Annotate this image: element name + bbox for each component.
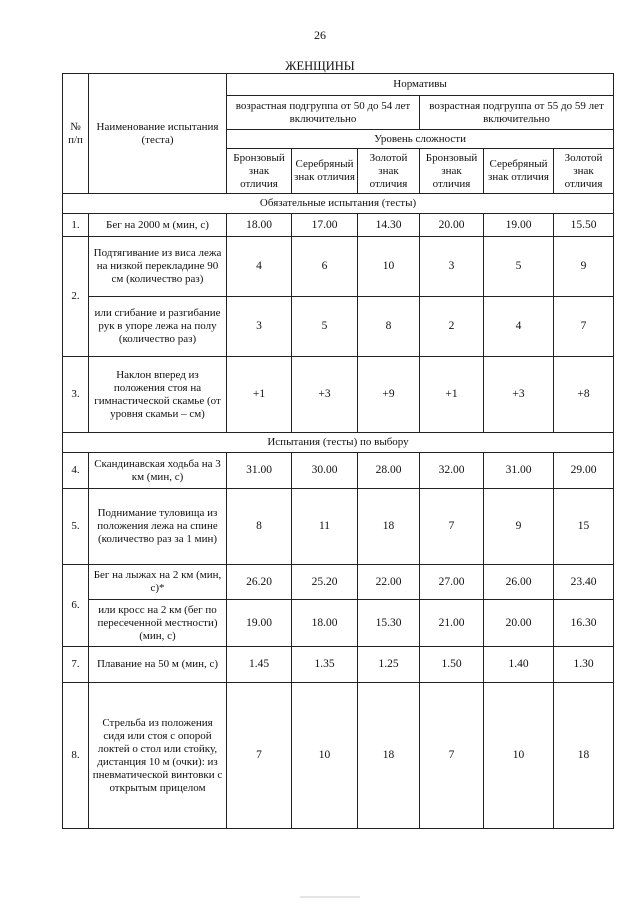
row-value: 25.20 (292, 565, 358, 600)
row-value: 18 (358, 683, 420, 829)
row-value: 14.30 (358, 214, 420, 237)
row-value: 9 (554, 237, 614, 297)
row-value: 17.00 (292, 214, 358, 237)
row-value: 8 (358, 297, 420, 357)
row-name: Бег на лыжах на 2 км (мин, с)* (89, 565, 227, 600)
row-value: 29.00 (554, 453, 614, 489)
row-value: 30.00 (292, 453, 358, 489)
header-badge-gold: Золотой знак отличия (554, 149, 614, 194)
scan-artifact (300, 896, 360, 898)
row-value: +9 (358, 357, 420, 433)
row-value: +1 (227, 357, 292, 433)
row-value: 21.00 (420, 600, 484, 647)
row-value: 1.35 (292, 647, 358, 683)
table-row (63, 237, 614, 297)
row-name: Плавание на 50 м (мин, с) (89, 647, 227, 683)
header-badge-gold: Золотой знак отличия (358, 149, 420, 194)
row-name: Подтягивание из виса лежа на низкой перекладине 90 см (количество раз) (89, 237, 227, 297)
row-value: 18.00 (292, 600, 358, 647)
header-badge-silver: Серебряный знак отличия (292, 149, 358, 194)
table-row (63, 565, 614, 600)
row-value: 8 (227, 489, 292, 565)
row-value: 1.45 (227, 647, 292, 683)
row-value: 20.00 (484, 600, 554, 647)
row-name: Стрельба из положения сидя или стоя с опорой локтей о стол или стойку, дистанция 10 м (очки): из пневматической винтовки с открытым прицелом (89, 683, 227, 829)
header-badge-bronze: Бронзовый знак отличия (420, 149, 484, 194)
row-value: +3 (484, 357, 554, 433)
header-level: Уровень сложности (227, 130, 614, 149)
row-num: 6. (63, 565, 89, 647)
row-value: 3 (420, 237, 484, 297)
header-norms: Нормативы (227, 74, 614, 96)
page-title: ЖЕНЩИНЫ (285, 59, 355, 73)
row-value: 18.00 (227, 214, 292, 237)
row-value: 22.00 (358, 565, 420, 600)
row-num: 4. (63, 453, 89, 489)
section-mandatory: Обязательные испытания (тесты) (63, 194, 614, 214)
row-value: 2 (420, 297, 484, 357)
row-value: 32.00 (420, 453, 484, 489)
row-value: 15 (554, 489, 614, 565)
row-name: Наклон вперед из положения стоя на гимнастической скамье (от уровня скамьи – см) (89, 357, 227, 433)
norms-table (62, 73, 614, 829)
row-value: 1.50 (420, 647, 484, 683)
row-value: 31.00 (227, 453, 292, 489)
header-badge-silver: Серебряный знак отличия (484, 149, 554, 194)
row-value: 4 (227, 237, 292, 297)
table-row (63, 600, 614, 647)
table-row (63, 357, 614, 433)
row-value: 1.25 (358, 647, 420, 683)
row-value: 6 (292, 237, 358, 297)
table-row (63, 489, 614, 565)
row-value: 23.40 (554, 565, 614, 600)
row-value: 10 (292, 683, 358, 829)
table-row (63, 683, 614, 829)
header-name: Наименование испытания (теста) (89, 74, 227, 194)
row-value: 15.50 (554, 214, 614, 237)
header-badge-bronze: Бронзовый знак отличия (227, 149, 292, 194)
table-row (63, 647, 614, 683)
row-value: 1.40 (484, 647, 554, 683)
row-value: 15.30 (358, 600, 420, 647)
row-value: 5 (484, 237, 554, 297)
row-num: 5. (63, 489, 89, 565)
section-optional: Испытания (тесты) по выбору (63, 433, 614, 453)
row-value: 19.00 (227, 600, 292, 647)
row-value: 20.00 (420, 214, 484, 237)
row-value: 31.00 (484, 453, 554, 489)
table-row (63, 297, 614, 357)
row-value: 4 (484, 297, 554, 357)
row-value: 26.00 (484, 565, 554, 600)
row-value: +3 (292, 357, 358, 433)
row-value: 7 (227, 683, 292, 829)
row-value: 27.00 (420, 565, 484, 600)
row-num: 1. (63, 214, 89, 237)
header-group-55-59: возрастная подгруппа от 55 до 59 лет включительно (420, 96, 614, 130)
row-name: Скандинавская ходьба на 3 км (мин, с) (89, 453, 227, 489)
row-value: 16.30 (554, 600, 614, 647)
row-value: 5 (292, 297, 358, 357)
row-num: 8. (63, 683, 89, 829)
row-value: +1 (420, 357, 484, 433)
row-num: 7. (63, 647, 89, 683)
row-value: 7 (420, 489, 484, 565)
row-value: 28.00 (358, 453, 420, 489)
row-value: 9 (484, 489, 554, 565)
row-value: 7 (554, 297, 614, 357)
row-value: 10 (358, 237, 420, 297)
row-value: 7 (420, 683, 484, 829)
row-value: 18 (554, 683, 614, 829)
table-row (63, 214, 614, 237)
header-num: № п/п (63, 74, 89, 194)
row-num: 3. (63, 357, 89, 433)
row-value: 11 (292, 489, 358, 565)
page-number: 26 (314, 28, 326, 42)
row-value: 19.00 (484, 214, 554, 237)
header-group-50-54: возрастная подгруппа от 50 до 54 лет включительно (227, 96, 420, 130)
row-value: 26.20 (227, 565, 292, 600)
row-name: Бег на 2000 м (мин, с) (89, 214, 227, 237)
row-value: 18 (358, 489, 420, 565)
row-value: 10 (484, 683, 554, 829)
table-row (63, 453, 614, 489)
row-value: +8 (554, 357, 614, 433)
row-value: 3 (227, 297, 292, 357)
row-name: или кросс на 2 км (бег по пересеченной местности) (мин, с) (89, 600, 227, 647)
row-name: Поднимание туловища из положения лежа на спине (количество раз за 1 мин) (89, 489, 227, 565)
row-value: 1.30 (554, 647, 614, 683)
row-name: или сгибание и разгибание рук в упоре лежа на полу (количество раз) (89, 297, 227, 357)
row-num: 2. (63, 237, 89, 357)
